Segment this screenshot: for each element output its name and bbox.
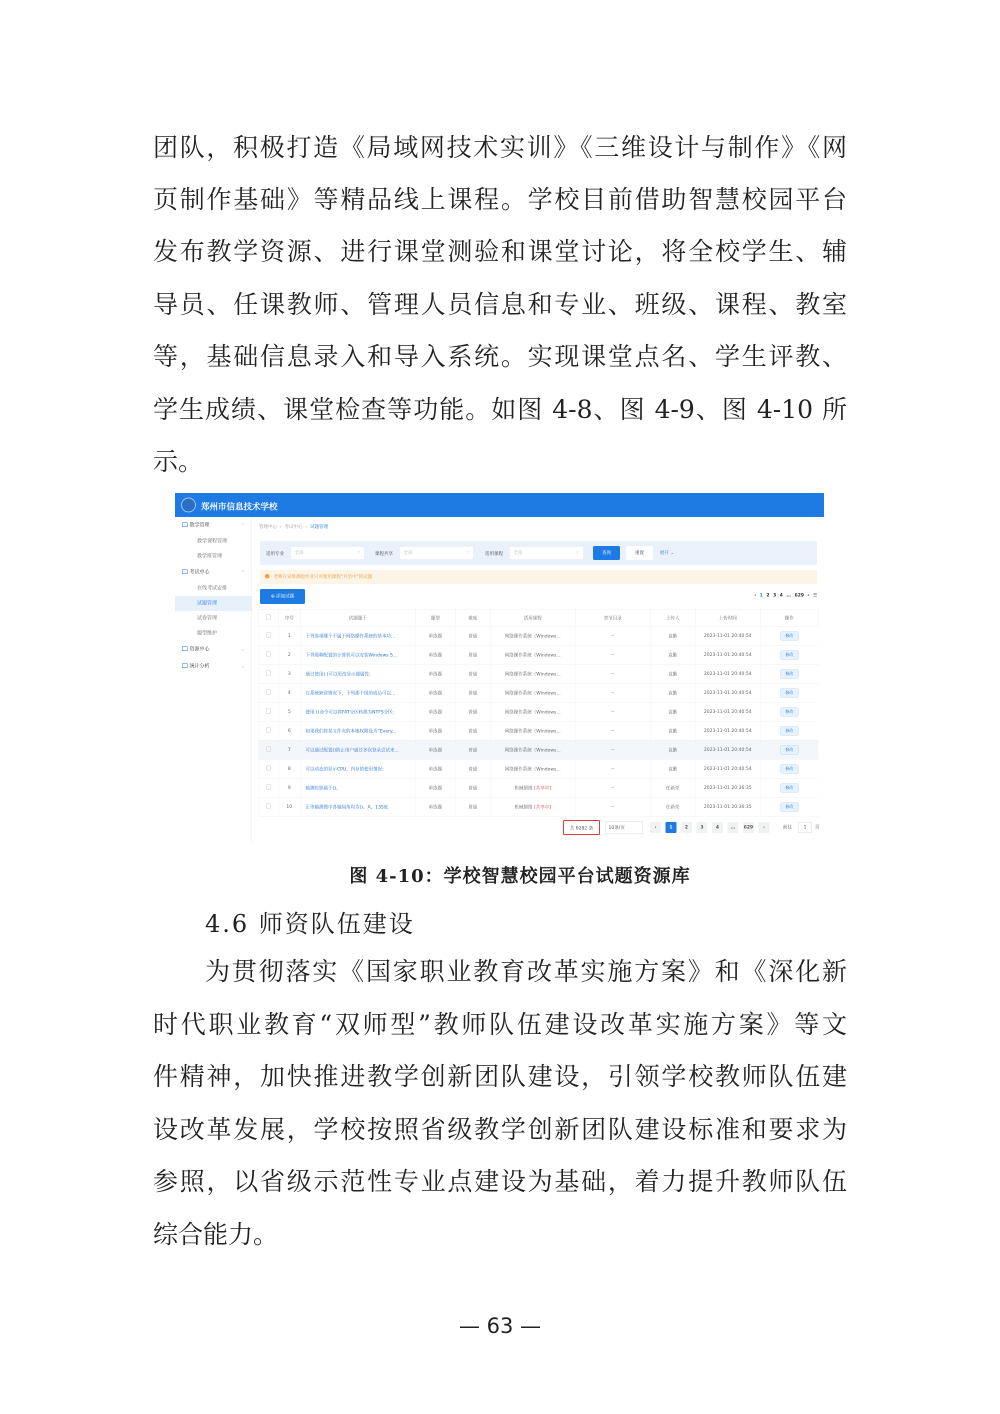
uploader-cell: 袁勤 (650, 683, 695, 702)
share-label: 课程共享 (375, 551, 394, 557)
course-select[interactable]: 全部 ⌄ (509, 546, 584, 560)
difficulty-cell: 普通 (455, 664, 490, 683)
pager-button[interactable]: 1 (666, 822, 677, 833)
edit-button[interactable]: 修改 (780, 745, 798, 754)
course-name: 网络操作系统（Windows... (504, 634, 561, 639)
uploader-cell: 袁勤 (650, 664, 695, 683)
edit-button[interactable]: 修改 (780, 707, 798, 716)
warning-text: 老师在安排测验作业只可使用课程"共享中"的试题 (273, 574, 373, 580)
row-checkbox[interactable] (266, 652, 271, 657)
text-line: 时代职业教育“双师型”教师队伍建设改革实施方案》等文 (153, 1010, 847, 1039)
pager-button[interactable]: … (728, 822, 739, 833)
goto-page-input[interactable]: 1 (798, 822, 812, 833)
text-line: 页制作基础》等精品线上课程。学校目前借助智慧校园平台 (153, 185, 847, 214)
edit-button[interactable]: 修改 (780, 631, 798, 640)
sidebar (175, 517, 252, 843)
question-link[interactable]: 可以动态的显示CPU、内存的使用情况: (300, 759, 415, 778)
index-cell: 1 (278, 626, 300, 645)
column-header: 题型 (415, 609, 455, 626)
edit-button[interactable]: 修改 (780, 802, 798, 811)
difficulty-cell: 普通 (455, 759, 490, 778)
upload-time-cell: 2023-11-01 20:40:54 (695, 721, 760, 740)
uploader-cell: 袁勤 (650, 740, 695, 759)
text-line: 为贯彻落实《国家职业教育改革实施方案》和《深化新 (205, 957, 847, 986)
sidebar-item[interactable]: 题型维护 (197, 630, 217, 636)
column-header: 试题题干 (300, 609, 415, 626)
course-name: 网络操作系统（Windows... (504, 672, 561, 677)
type-cell: 单选题 (415, 778, 455, 797)
figure-screenshot (175, 493, 824, 843)
upload-time-cell: 2023-11-01 20:36:35 (695, 797, 760, 816)
query-button[interactable]: 查询 (593, 546, 620, 560)
table-header (258, 609, 818, 626)
text-line: 件精神，加快推进教学创新团队建设，引领学校教师队伍建 (153, 1062, 847, 1091)
row-checkbox[interactable] (266, 690, 271, 695)
course-name: 网络操作系统（Windows... (504, 729, 561, 734)
difficulty-cell: 普通 (455, 683, 490, 702)
breadcrumb-current: 试题管理 (310, 524, 329, 530)
warning-banner (260, 570, 817, 584)
checkbox-cell (258, 645, 278, 664)
sidebar-group[interactable] (175, 641, 252, 658)
sidebar-group-label: 资源中心 (189, 646, 210, 652)
add-question-button[interactable]: ⊕ 添加试题 (260, 589, 305, 604)
sidebar-item[interactable]: 教学班管理 (197, 553, 222, 559)
course-name: 网络操作系统（Windows... (504, 691, 561, 696)
course-label: 适用课程 (485, 551, 504, 557)
question-link[interactable]: 如果我们将某文件夹的本地权限设为“Every... (300, 721, 415, 740)
expand-label: 展开 (659, 550, 669, 556)
chapter-cell: -- (575, 721, 650, 740)
checkbox-cell (258, 797, 278, 816)
type-cell: 单选题 (415, 626, 455, 645)
type-cell: 单选题 (415, 759, 455, 778)
type-cell: 单选题 (415, 683, 455, 702)
upload-time-cell: 2023-11-01 20:36:35 (695, 778, 760, 797)
uploader-cell: 袁勤 (650, 645, 695, 664)
question-link[interactable]: 通过使用( )可以更改显示器属性: (300, 664, 415, 683)
pager-item[interactable]: 2 (766, 593, 770, 598)
course-cell (490, 626, 575, 645)
course-name: 网络操作系统（Windows... (504, 748, 561, 753)
type-cell: 单选题 (415, 664, 455, 683)
index-cell: 7 (278, 740, 300, 759)
difficulty-cell: 普通 (455, 626, 490, 645)
menu-icon (182, 523, 188, 528)
app-header (175, 493, 824, 517)
difficulty-cell: 普通 (455, 778, 490, 797)
column-header: 难度 (455, 609, 490, 626)
course-cell (490, 797, 575, 816)
page-size-select[interactable]: 10条/页 (605, 821, 643, 834)
question-table (258, 609, 819, 817)
edit-button[interactable]: 修改 (780, 783, 798, 792)
column-header: 上传人 (650, 609, 695, 626)
text-line: 导员、任课教师、管理人员信息和专业、班级、课程、教室 (153, 290, 847, 319)
share-status: [共享中] (533, 805, 551, 810)
column-header: 适用课程 (490, 609, 575, 626)
table-row (258, 664, 818, 683)
type-cell: 单选题 (415, 797, 455, 816)
upload-time-cell: 2023-11-01 20:40:54 (695, 626, 760, 645)
question-link[interactable]: 下列选项哪个不属于网络操作系统的基本功... (300, 626, 415, 645)
difficulty-cell: 普通 (455, 797, 490, 816)
edit-button[interactable]: 修改 (780, 669, 798, 678)
major-select[interactable]: 全部 ⌄ (290, 546, 365, 560)
uploader-cell: 袁勤 (650, 721, 695, 740)
uploader-cell: 任新荣 (650, 797, 695, 816)
chapter-cell: -- (575, 683, 650, 702)
course-cell (490, 759, 575, 778)
top-pager (754, 593, 817, 598)
difficulty-cell: 普通 (455, 721, 490, 740)
chevron-down-icon: ⌄ (241, 664, 245, 669)
breadcrumb-item[interactable]: 管理中心 (259, 524, 278, 530)
row-checkbox[interactable] (266, 633, 271, 638)
uploader-cell: 袁勤 (650, 702, 695, 721)
action-cell (760, 664, 818, 683)
chapter-cell: -- (575, 645, 650, 664)
table-row (258, 740, 818, 759)
column-header: 操作 (760, 609, 818, 626)
chapter-cell: -- (575, 664, 650, 683)
pager-item[interactable]: 4 (779, 593, 783, 598)
sidebar-group[interactable] (175, 517, 252, 534)
action-cell (760, 683, 818, 702)
sidebar-group-label: 统计分析 (189, 663, 210, 669)
checkbox-cell (258, 740, 278, 759)
index-cell: 9 (278, 778, 300, 797)
row-checkbox[interactable] (266, 671, 271, 676)
index-cell: 10 (278, 797, 300, 816)
pager-item[interactable]: … (786, 593, 791, 598)
breadcrumb: 管理中心 › 考试中心 › 试题管理 (259, 524, 329, 530)
course-cell (490, 740, 575, 759)
column-header: 上传时间 (695, 609, 760, 626)
pager-button[interactable]: 629 (743, 822, 754, 833)
upload-time-cell: 2023-11-01 20:40:54 (695, 740, 760, 759)
chapter-cell: -- (575, 759, 650, 778)
menu-icon (182, 664, 188, 669)
edit-button[interactable]: 修改 (780, 764, 798, 773)
chapter-cell: -- (575, 778, 650, 797)
table-row (258, 759, 818, 778)
course-cell (490, 645, 575, 664)
upload-time-cell: 2023-11-01 20:40:54 (695, 645, 760, 664)
index-cell: 3 (278, 664, 300, 683)
chevron-down-icon: ⌄ (241, 647, 245, 652)
sidebar-group[interactable] (175, 564, 252, 581)
difficulty-cell: 普通 (455, 702, 490, 721)
checkbox-cell (258, 626, 278, 645)
question-link[interactable]: 可以通过配置()防止用户通过多次登录尝试来... (300, 740, 415, 759)
menu-icon (182, 570, 188, 575)
checkbox-cell (258, 778, 278, 797)
question-link[interactable]: 使用 ()命令可以将FAT分区转换为NTFS分区: (300, 702, 415, 721)
row-checkbox[interactable] (266, 728, 271, 733)
checkbox-cell (258, 702, 278, 721)
chapter-cell: -- (575, 797, 650, 816)
pager-item[interactable]: ‹ (754, 593, 757, 598)
index-cell: 6 (278, 721, 300, 740)
filter-bar (260, 541, 817, 565)
checkbox-cell (258, 721, 278, 740)
page-number: — 63 — (458, 1314, 542, 1338)
table-row (258, 797, 818, 816)
figure-caption: 图 4-10：学校智慧校园平台试题资源库 (349, 866, 691, 887)
text-line: 示。 (153, 447, 204, 476)
goto-label: 前往 (783, 825, 793, 830)
pager-button[interactable]: 3 (697, 822, 708, 833)
type-cell: 单选题 (415, 702, 455, 721)
share-select[interactable]: 全部 ⌄ (399, 546, 474, 560)
row-checkbox[interactable] (266, 709, 271, 714)
sidebar-item[interactable]: 教学课程管理 (197, 538, 227, 544)
action-cell (760, 721, 818, 740)
index-cell: 5 (278, 702, 300, 721)
pager-button[interactable]: › (759, 822, 770, 833)
table-row (258, 626, 818, 645)
difficulty-cell: 普通 (455, 645, 490, 664)
question-link[interactable]: 在系统缺省情况下，下列那个组的成员可以... (300, 683, 415, 702)
action-cell (760, 645, 818, 664)
course-cell (490, 683, 575, 702)
upload-time-cell: 2023-11-01 20:40:54 (695, 683, 760, 702)
sidebar-group[interactable] (175, 658, 252, 675)
table-row (258, 645, 818, 664)
major-label: 适用专业 (266, 551, 285, 557)
row-checkbox[interactable] (266, 766, 271, 771)
breadcrumb-item[interactable]: 考试中心 (284, 524, 303, 530)
text-line: 设改革发展，学校按照省级教学创新团队建设标准和要求为 (153, 1115, 847, 1144)
table-row (258, 702, 818, 721)
total-count: 共 6282 条 (563, 820, 600, 835)
course-cell (490, 664, 575, 683)
sidebar-item[interactable]: 在线考试安排 (197, 585, 227, 591)
column-header: 序号 (278, 609, 300, 626)
chapter-cell: -- (575, 626, 650, 645)
column-settings-icon[interactable]: ☰ (812, 593, 817, 598)
action-cell (760, 702, 818, 721)
section-heading: 4.6 师资队伍建设 (205, 910, 415, 938)
table-row (258, 778, 818, 797)
chevron-down-icon: ⌄ (670, 550, 675, 556)
upload-time-cell: 2023-11-01 20:40:54 (695, 702, 760, 721)
chapter-cell: -- (575, 740, 650, 759)
text-line: 学生成绩、课堂检查等功能。如图 4-8、图 4-9、图 4-10 所 (153, 395, 847, 424)
index-cell: 4 (278, 683, 300, 702)
course-cell (490, 702, 575, 721)
type-cell: 单选题 (415, 721, 455, 740)
course-cell (490, 721, 575, 740)
share-status: [共享中] (533, 786, 551, 791)
sidebar-group-label: 考试中心 (189, 569, 210, 575)
course-name: 网络操作系统（Windows... (504, 767, 561, 772)
action-cell (760, 626, 818, 645)
text-line: 团队，积极打造《局域网技术实训》《三维设计与制作》《网 (153, 133, 847, 162)
text-line: 参照，以省级示范性专业点建设为基础，着力提升教师队伍 (153, 1167, 847, 1196)
edit-button[interactable]: 修改 (780, 688, 798, 697)
course-cell (490, 778, 575, 797)
checkbox-cell (258, 664, 278, 683)
uploader-cell: 袁勤 (650, 626, 695, 645)
upload-time-cell: 2023-11-01 20:40:54 (695, 664, 760, 683)
question-link[interactable]: 正等轴测图中各轴间角均为()。A、135度 (300, 797, 415, 816)
edit-button[interactable]: 修改 (780, 650, 798, 659)
menu-icon (182, 647, 188, 652)
row-checkbox[interactable] (266, 747, 271, 752)
difficulty-cell: 普通 (455, 740, 490, 759)
upload-time-cell: 2023-11-01 20:40:54 (695, 759, 760, 778)
row-checkbox[interactable] (266, 785, 271, 790)
column-header: 章节目录 (575, 609, 650, 626)
reset-button[interactable]: 重置 (626, 546, 653, 560)
school-logo-icon (181, 498, 196, 513)
action-cell (760, 778, 818, 797)
chevron-up-icon: ⌃ (241, 570, 245, 575)
pager-button[interactable]: 2 (681, 822, 692, 833)
type-cell: 单选题 (415, 645, 455, 664)
expand-button[interactable] (657, 546, 677, 560)
question-link[interactable]: 下列那种配置的计算机可以安装Windows S... (300, 645, 415, 664)
index-cell: 2 (278, 645, 300, 664)
chapter-cell: -- (575, 702, 650, 721)
chevron-up-icon: ⌃ (241, 523, 245, 528)
type-cell: 单选题 (415, 740, 455, 759)
uploader-cell: 任新荣 (650, 778, 695, 797)
checkbox-cell (258, 683, 278, 702)
pager-item[interactable]: › (807, 593, 810, 598)
action-cell (760, 797, 818, 816)
sidebar-group-label: 教学管理 (189, 522, 210, 528)
page-unit: 页 (815, 825, 820, 830)
checkbox-cell (258, 759, 278, 778)
pager-button[interactable]: ‹ (650, 822, 661, 833)
pager-item[interactable]: 3 (773, 593, 777, 598)
row-checkbox[interactable] (266, 804, 271, 809)
select-all-checkbox[interactable] (266, 615, 271, 620)
table-row (258, 683, 818, 702)
pager-item[interactable]: 1 (759, 593, 763, 598)
course-name: 网络操作系统（Windows... (504, 710, 561, 715)
text-line: 综合能力。 (153, 1220, 279, 1249)
question-link[interactable]: 轴测投影属于()。 (300, 778, 415, 797)
action-cell (760, 740, 818, 759)
table-row (258, 721, 818, 740)
sidebar-item[interactable]: 试卷管理 (197, 615, 217, 621)
column-header[interactable] (258, 609, 278, 626)
uploader-cell: 袁勤 (650, 759, 695, 778)
action-cell (760, 759, 818, 778)
pager-item[interactable]: 629 (794, 593, 804, 598)
pager-button[interactable]: 4 (712, 822, 723, 833)
course-name: 机械制图 (514, 786, 533, 791)
app-title: 郑州市信息技术学校 (201, 502, 278, 512)
warning-icon (265, 574, 270, 579)
edit-button[interactable]: 修改 (780, 726, 798, 735)
sidebar-item[interactable]: 试题管理 (175, 596, 252, 611)
text-line: 发布教学资源、进行课堂测验和课堂讨论，将全校学生、辅 (153, 237, 847, 266)
index-cell: 8 (278, 759, 300, 778)
course-name: 机械制图 (514, 805, 533, 810)
text-line: 等，基础信息录入和导入系统。实现课堂点名、学生评教、 (153, 342, 847, 371)
course-name: 网络操作系统（Windows... (504, 653, 561, 658)
